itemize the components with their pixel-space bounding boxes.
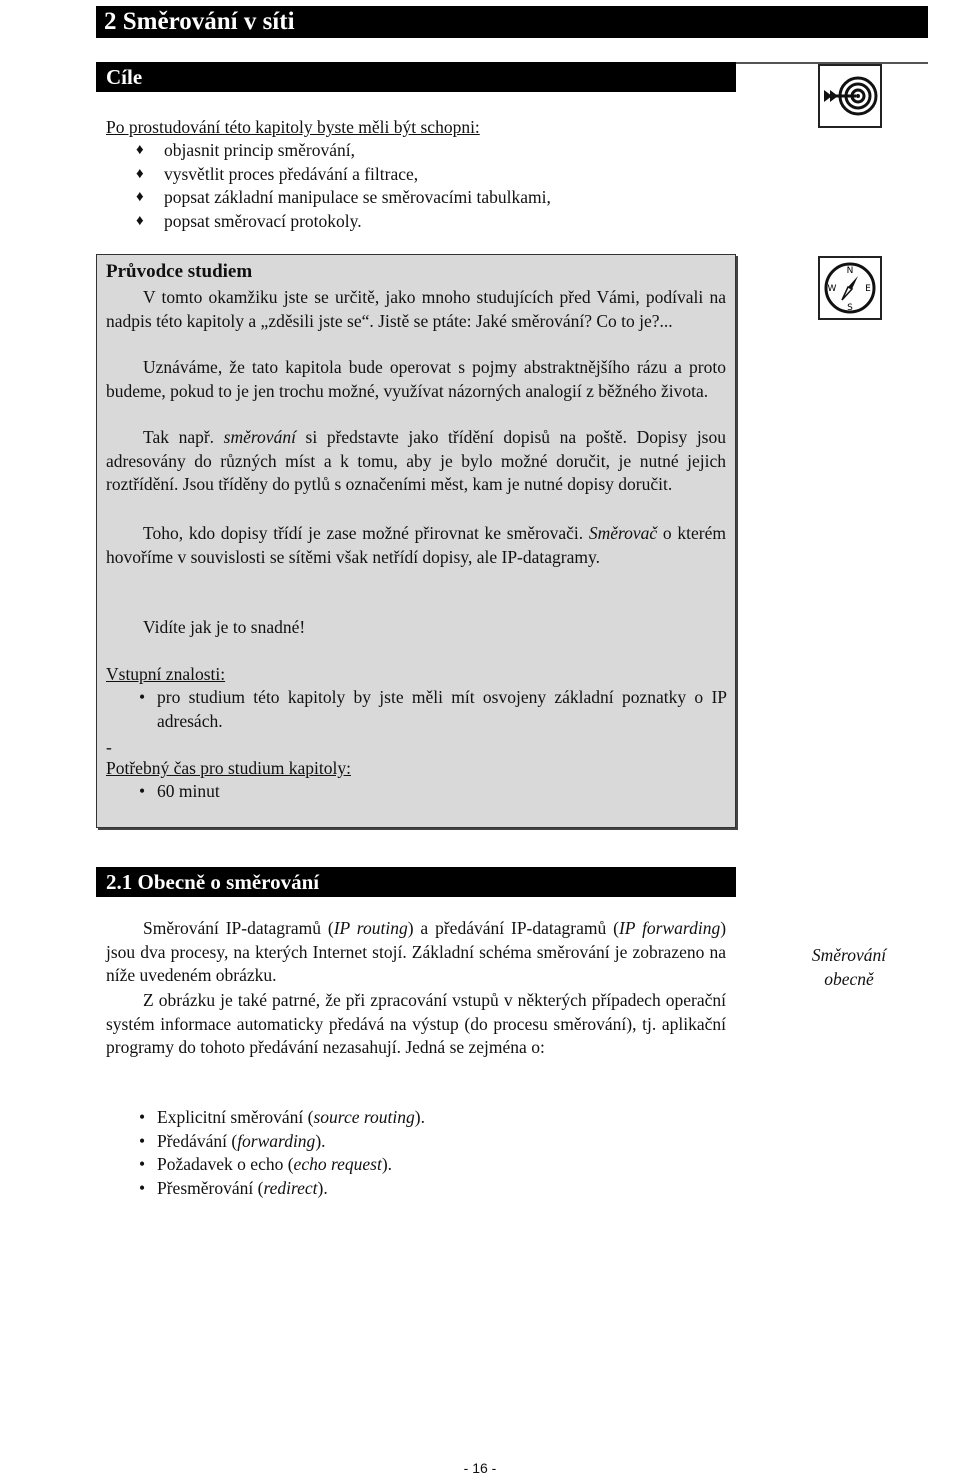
time-title: Potřebný čas pro studium kapitoly: xyxy=(106,758,351,778)
section-list xyxy=(139,1106,425,1200)
margin-note: Směrování obecně xyxy=(811,945,887,989)
goals-list xyxy=(136,139,551,233)
page-number: - 16 - xyxy=(463,1460,497,1476)
guide-heading: Průvodce studiem xyxy=(106,261,253,282)
guide-paragraph: Toho, kdo dopisy třídí je zase možné přirovnat ke směrovači. Směrovač o kterém hovoříme v souvislosti se sítěmi však netřídí dopisy, ale IP-datagramy. xyxy=(106,523,726,567)
guide-paragraph: V tomto okamžiku jste se určitě, jako mnoho studujících před Vámi, podívali na nadpis této kapitoly a „zděsili jste se“. Jistě se ptáte: Jaké směrování? Co to je?... xyxy=(106,287,726,331)
section-paragraph: Z obrázku je také patrné, že při zpracování vstupů v některých případech operační systém informace automaticky předává na výstup (do procesu směrování), tj. aplikační programy do tohoto předávání nezasahují. Jedná se zejména o: xyxy=(106,990,726,1057)
svg-text:S: S xyxy=(847,303,853,313)
list-item: • Předávání (forwarding). xyxy=(139,1130,425,1154)
svg-text:W: W xyxy=(827,284,837,294)
list-item: • Explicitní směrování (source routing). xyxy=(139,1106,425,1130)
list-item: • 60 minut xyxy=(139,780,220,804)
time-list xyxy=(139,780,220,804)
list-item: • pro studium této kapitoly by jste měli mít osvojeny základní poznatky o IP adresách. xyxy=(139,686,727,733)
list-item: • Přesměrování (redirect). xyxy=(139,1177,425,1201)
section-title: 2.1 Obecně o směrování xyxy=(96,867,736,897)
list-item: • Požadavek o echo (echo request). xyxy=(139,1153,425,1177)
list-item: ♦ vysvětlit proces předávání a filtrace, xyxy=(136,163,551,187)
guide-paragraph: Uznáváme, že tato kapitola bude operovat s pojmy abstraktnějšího rázu a proto budeme, pokud to je jen trochu možné, využívat názorných analogií z běžného života. xyxy=(106,357,726,401)
svg-text:N: N xyxy=(846,266,854,276)
guide-paragraph: Tak např. směrování si představte jako třídění dopisů na poště. Dopisy jsou adresovány do různých míst a k tomu, aby je bylo možné doručit, je nutné jejich roztřídění. Jsou tříděny do pytlů s označeními měst, kam je nutné dopisy doručit. xyxy=(106,427,726,494)
stray-mark: - xyxy=(106,737,112,757)
target-icon xyxy=(818,64,882,128)
guide-exclamation: Vidíte jak je to snadné! xyxy=(143,617,306,637)
prereq-list xyxy=(139,686,727,733)
svg-text:E: E xyxy=(865,284,871,294)
chapter-title: 2 Směrování v síti xyxy=(96,6,928,38)
list-item: ♦ objasnit princip směrování, xyxy=(136,139,551,163)
list-item: ♦ popsat směrovací protokoly. xyxy=(136,210,551,234)
prereq-title: Vstupní znalosti: xyxy=(106,664,226,684)
compass-icon xyxy=(818,256,882,320)
goals-intro: Po prostudování této kapitoly byste měli být schopni: xyxy=(106,117,480,137)
section-paragraph: Směrování IP-datagramů (IP routing) a předávání IP-datagramů (IP forwarding) jsou dva procesy, na kterých Internet stojí. Základní schéma směrování je zobrazeno na níže uvedeném obrázku. xyxy=(106,918,727,985)
goals-heading: Cíle xyxy=(96,62,736,92)
list-item: ♦ popsat základní manipulace se směrovacími tabulkami, xyxy=(136,186,551,210)
